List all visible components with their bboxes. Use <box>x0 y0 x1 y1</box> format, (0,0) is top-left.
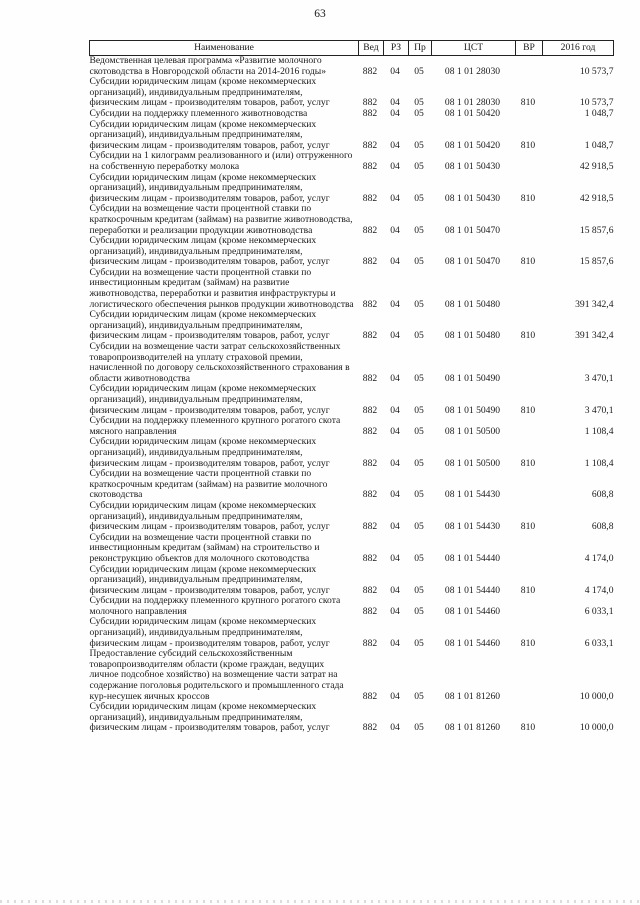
cell-vr <box>516 56 543 78</box>
cell-rz: 04 <box>390 65 400 77</box>
cell-cst: 08 1 01 50430 <box>444 192 501 204</box>
budget-table <box>89 40 614 734</box>
table-row <box>90 437 614 469</box>
cell-sum: 6 033,1 <box>584 637 614 649</box>
cell-vr: 810 <box>520 584 536 596</box>
cell-pr: 05 <box>414 637 424 649</box>
cell-vr <box>516 268 543 310</box>
table-body <box>90 56 614 735</box>
cell-ved: 882 <box>362 489 378 501</box>
cell-rz: 04 <box>390 521 400 533</box>
cell-name: Субсидии юридическим лицам (кроме некоммерческих организаций), индивидуальным предпринимателям, физическим лицам - производителям товаров, работ, услуг <box>89 118 330 151</box>
cell-vr: 810 <box>520 457 536 469</box>
cell-ved: 882 <box>362 605 378 617</box>
cell-pr: 05 <box>414 457 424 469</box>
cell-pr: 05 <box>414 584 424 596</box>
table-row <box>90 236 614 268</box>
cell-sum: 391 342,4 <box>575 330 614 342</box>
cell-vr: 810 <box>520 97 536 109</box>
table-row <box>90 533 614 565</box>
cell-name: Субсидии на поддержку племенного крупного рогатого скота мясного направления <box>89 415 341 437</box>
table-row <box>90 469 614 501</box>
cell-cst: 08 1 01 54430 <box>444 489 501 501</box>
cell-cst: 08 1 01 50420 <box>444 107 501 119</box>
table-row <box>90 702 614 734</box>
cell-cst: 08 1 01 50480 <box>444 298 501 310</box>
cell-ved: 882 <box>362 404 378 416</box>
cell-rz: 04 <box>390 192 400 204</box>
cell-vr <box>516 596 543 617</box>
cell-cst: 08 1 01 54440 <box>444 552 501 564</box>
cell-name: Субсидии юридическим лицам (кроме некоммерческих организаций), индивидуальным предпринимателям, физическим лицам - производителям товаров, работ, услуг <box>89 563 330 596</box>
cell-cst: 08 1 01 50490 <box>444 404 501 416</box>
cell-ved: 882 <box>362 330 378 342</box>
cell-ved: 882 <box>362 107 378 119</box>
cell-pr: 05 <box>414 160 424 172</box>
cell-rz: 04 <box>390 256 400 268</box>
cell-sum: 10 000,0 <box>579 690 614 702</box>
cell-name: Субсидии на возмещение части затрат сельскохозяйственных товаропроизводителей на уплату страховой премии, начисленной по договору сельскохозяйственного страхования в области животноводства <box>89 341 350 384</box>
cell-rz: 04 <box>390 97 400 109</box>
cell-rz: 04 <box>390 224 400 236</box>
cell-sum: 1 108,4 <box>584 457 614 469</box>
cell-pr: 05 <box>414 256 424 268</box>
table-row <box>90 617 614 649</box>
cell-vr: 810 <box>520 256 536 268</box>
cell-name: Субсидии на возмещение части процентной ставки по краткосрочным кредитам (займам) на развитие молочного скотоводства <box>89 468 328 501</box>
cell-ved: 882 <box>362 690 378 702</box>
table-row <box>90 310 614 342</box>
cell-ved: 882 <box>362 637 378 649</box>
cell-ved: 882 <box>362 584 378 596</box>
table-row <box>90 56 614 78</box>
cell-name: Субсидии юридическим лицам (кроме некоммерческих организаций), индивидуальным предпринимателям, физическим лицам - производителям товаров, работ, услуг <box>89 383 330 416</box>
cell-cst: 08 1 01 28030 <box>444 97 501 109</box>
cell-rz: 04 <box>390 139 400 151</box>
table-row <box>90 173 614 205</box>
cell-cst: 08 1 01 54460 <box>444 637 501 649</box>
cell-pr: 05 <box>414 722 424 734</box>
cell-rz: 04 <box>390 107 400 119</box>
cell-name: Субсидии юридическим лицам (кроме некоммерческих организаций), индивидуальным предпринимателям, физическим лицам - производителям товаров, работ, услуг <box>89 436 330 469</box>
cell-rz: 04 <box>390 160 400 172</box>
cell-rz: 04 <box>390 690 400 702</box>
cell-name: Субсидии на поддержку племенного крупного рогатого скота молочного направления <box>89 595 341 617</box>
cell-vr: 810 <box>520 330 536 342</box>
cell-ved: 882 <box>362 298 378 310</box>
cell-rz: 04 <box>390 330 400 342</box>
cell-sum: 3 470,1 <box>584 372 614 384</box>
header-vr: ВР <box>516 41 543 56</box>
cell-name: Субсидии юридическим лицам (кроме некоммерческих организаций), индивидуальным предпринимателям, физическим лицам - производителям товаров, работ, услуг <box>89 309 330 342</box>
cell-rz: 04 <box>390 404 400 416</box>
cell-vr <box>516 204 543 236</box>
cell-name: Ведомственная целевая программа «Развитие молочного скотоводства в Новгородской области на 2014-2016 годы» <box>89 55 327 77</box>
cell-name: Субсидии юридическим лицам (кроме некоммерческих организаций), индивидуальным предпринимателям, физическим лицам - производителям товаров, работ, услуг <box>89 701 330 734</box>
cell-vr <box>516 649 543 702</box>
cell-cst: 08 1 01 50500 <box>444 425 501 437</box>
cell-vr: 810 <box>520 192 536 204</box>
cell-sum: 608,8 <box>591 489 614 501</box>
cell-cst: 08 1 01 50490 <box>444 372 501 384</box>
table-row <box>90 342 614 384</box>
scan-edge-artifact <box>0 900 640 903</box>
cell-vr <box>516 109 543 120</box>
cell-sum: 10 573,7 <box>579 97 614 109</box>
cell-rz: 04 <box>390 637 400 649</box>
table-header-row <box>90 41 614 56</box>
cell-rz: 04 <box>390 584 400 596</box>
table-row <box>90 649 614 702</box>
cell-vr: 810 <box>520 404 536 416</box>
cell-sum: 6 033,1 <box>584 605 614 617</box>
cell-sum: 608,8 <box>591 521 614 533</box>
cell-pr: 05 <box>414 97 424 109</box>
cell-ved: 882 <box>362 160 378 172</box>
cell-ved: 882 <box>362 192 378 204</box>
cell-pr: 05 <box>414 404 424 416</box>
cell-rz: 04 <box>390 722 400 734</box>
cell-rz: 04 <box>390 457 400 469</box>
cell-cst: 08 1 01 81260 <box>444 690 501 702</box>
cell-pr: 05 <box>414 298 424 310</box>
cell-cst: 08 1 01 50420 <box>444 139 501 151</box>
table-row <box>90 268 614 310</box>
cell-pr: 05 <box>414 605 424 617</box>
header-ved: Вед <box>359 41 384 56</box>
cell-sum: 391 342,4 <box>575 298 614 310</box>
cell-cst: 08 1 01 50480 <box>444 330 501 342</box>
cell-rz: 04 <box>390 489 400 501</box>
cell-ved: 882 <box>362 552 378 564</box>
cell-rz: 04 <box>390 552 400 564</box>
cell-ved: 882 <box>362 65 378 77</box>
cell-vr <box>516 342 543 384</box>
cell-pr: 05 <box>414 425 424 437</box>
cell-sum: 1 048,7 <box>584 139 614 151</box>
table-row <box>90 151 614 172</box>
cell-pr: 05 <box>414 65 424 77</box>
cell-cst: 08 1 01 50470 <box>444 256 501 268</box>
cell-cst: 08 1 01 50500 <box>444 457 501 469</box>
cell-pr: 05 <box>414 107 424 119</box>
cell-name: Субсидии юридическим лицам (кроме некоммерческих организаций), индивидуальным предпринимателям, физическим лицам - производителям товаров, работ, услуг <box>89 235 330 268</box>
cell-ved: 882 <box>362 139 378 151</box>
cell-pr: 05 <box>414 489 424 501</box>
cell-ved: 882 <box>362 224 378 236</box>
table-row <box>90 416 614 437</box>
cell-vr <box>516 151 543 172</box>
cell-rz: 04 <box>390 425 400 437</box>
cell-sum: 42 918,5 <box>579 160 614 172</box>
cell-vr <box>516 533 543 565</box>
cell-cst: 08 1 01 81260 <box>444 722 501 734</box>
cell-name: Субсидии на поддержку племенного животноводства <box>89 107 308 119</box>
cell-vr: 810 <box>520 722 536 734</box>
cell-rz: 04 <box>390 298 400 310</box>
cell-ved: 882 <box>362 521 378 533</box>
cell-sum: 10 000,0 <box>579 722 614 734</box>
cell-name: Субсидии юридическим лицам (кроме некоммерческих организаций), индивидуальным предпринимателям, физическим лицам - производителям товаров, работ, услуг <box>89 616 330 649</box>
cell-vr <box>516 469 543 501</box>
cell-pr: 05 <box>414 372 424 384</box>
cell-name: Субсидии на возмещение части процентной ставки по инвестиционным кредитам (займам) на строительство и реконструкцию объектов для молочного скотоводства <box>89 531 320 564</box>
cell-ved: 882 <box>362 372 378 384</box>
table-row <box>90 565 614 597</box>
cell-ved: 882 <box>362 425 378 437</box>
cell-ved: 882 <box>362 256 378 268</box>
header-cst: ЦСТ <box>432 41 516 56</box>
cell-cst: 08 1 01 50470 <box>444 224 501 236</box>
cell-pr: 05 <box>414 224 424 236</box>
cell-cst: 08 1 01 28030 <box>444 65 501 77</box>
cell-name: Субсидии юридическим лицам (кроме некоммерческих организаций), индивидуальным предпринимателям, физическим лицам - производителям товаров, работ, услуг <box>89 171 330 204</box>
cell-ved: 882 <box>362 457 378 469</box>
header-rz: РЗ <box>384 41 409 56</box>
header-name: Наименование <box>90 41 359 56</box>
cell-rz: 04 <box>390 605 400 617</box>
cell-pr: 05 <box>414 552 424 564</box>
table-row <box>90 596 614 617</box>
cell-vr: 810 <box>520 637 536 649</box>
cell-pr: 05 <box>414 192 424 204</box>
cell-sum: 15 857,6 <box>579 224 614 236</box>
cell-sum: 10 573,7 <box>579 65 614 77</box>
table-row <box>90 384 614 416</box>
cell-name: Предоставление субсидий сельскохозяйственным товаропроизводителям области (кроме граждан, ведущих личное подсобное хозяйство) на возмещение части затрат на содержание поголовья родительского и промышленного стада кур-несушек яичных кроссов <box>89 648 344 702</box>
cell-sum: 1 108,4 <box>584 425 614 437</box>
cell-ved: 882 <box>362 97 378 109</box>
cell-sum: 42 918,5 <box>579 192 614 204</box>
table-row <box>90 109 614 120</box>
cell-sum: 4 174,0 <box>584 552 614 564</box>
cell-vr <box>516 416 543 437</box>
cell-name: Субсидии на 1 килограмм реализованного и (или) отгруженного на собственную переработку молока <box>89 150 353 172</box>
cell-sum: 1 048,7 <box>584 107 614 119</box>
header-pr: Пр <box>409 41 432 56</box>
cell-rz: 04 <box>390 372 400 384</box>
cell-name: Субсидии юридическим лицам (кроме некоммерческих организаций), индивидуальным предпринимателям, физическим лицам - производителям товаров, работ, услуг <box>89 76 330 109</box>
table-row <box>90 77 614 109</box>
cell-cst: 08 1 01 54460 <box>444 605 501 617</box>
table-row <box>90 501 614 533</box>
cell-cst: 08 1 01 54430 <box>444 521 501 533</box>
table-row <box>90 204 614 236</box>
cell-name: Субсидии на возмещение части процентной ставки по инвестиционным кредитам (займам) на развитие животноводства, переработки и развития инфраструктуры и логистического обеспечения рынков продукции животноводства <box>89 266 354 310</box>
cell-cst: 08 1 01 50430 <box>444 160 501 172</box>
cell-pr: 05 <box>414 139 424 151</box>
cell-sum: 15 857,6 <box>579 256 614 268</box>
cell-vr: 810 <box>520 521 536 533</box>
header-sum: 2016 год <box>543 41 614 56</box>
page-number: 63 <box>314 8 326 20</box>
table-row <box>90 120 614 152</box>
cell-name: Субсидии юридическим лицам (кроме некоммерческих организаций), индивидуальным предпринимателям, физическим лицам - производителям товаров, работ, услуг <box>89 499 330 533</box>
cell-cst: 08 1 01 54440 <box>444 584 501 596</box>
cell-ved: 882 <box>362 722 378 734</box>
cell-vr: 810 <box>520 139 536 151</box>
cell-pr: 05 <box>414 521 424 533</box>
cell-pr: 05 <box>414 690 424 702</box>
cell-sum: 4 174,0 <box>584 584 614 596</box>
cell-sum: 3 470,1 <box>584 404 614 416</box>
cell-name: Субсидии на возмещение части процентной ставки по краткосрочным кредитам (займам) на развитие животноводства, переработки и реализации продукции животноводства <box>89 203 353 236</box>
cell-pr: 05 <box>414 330 424 342</box>
